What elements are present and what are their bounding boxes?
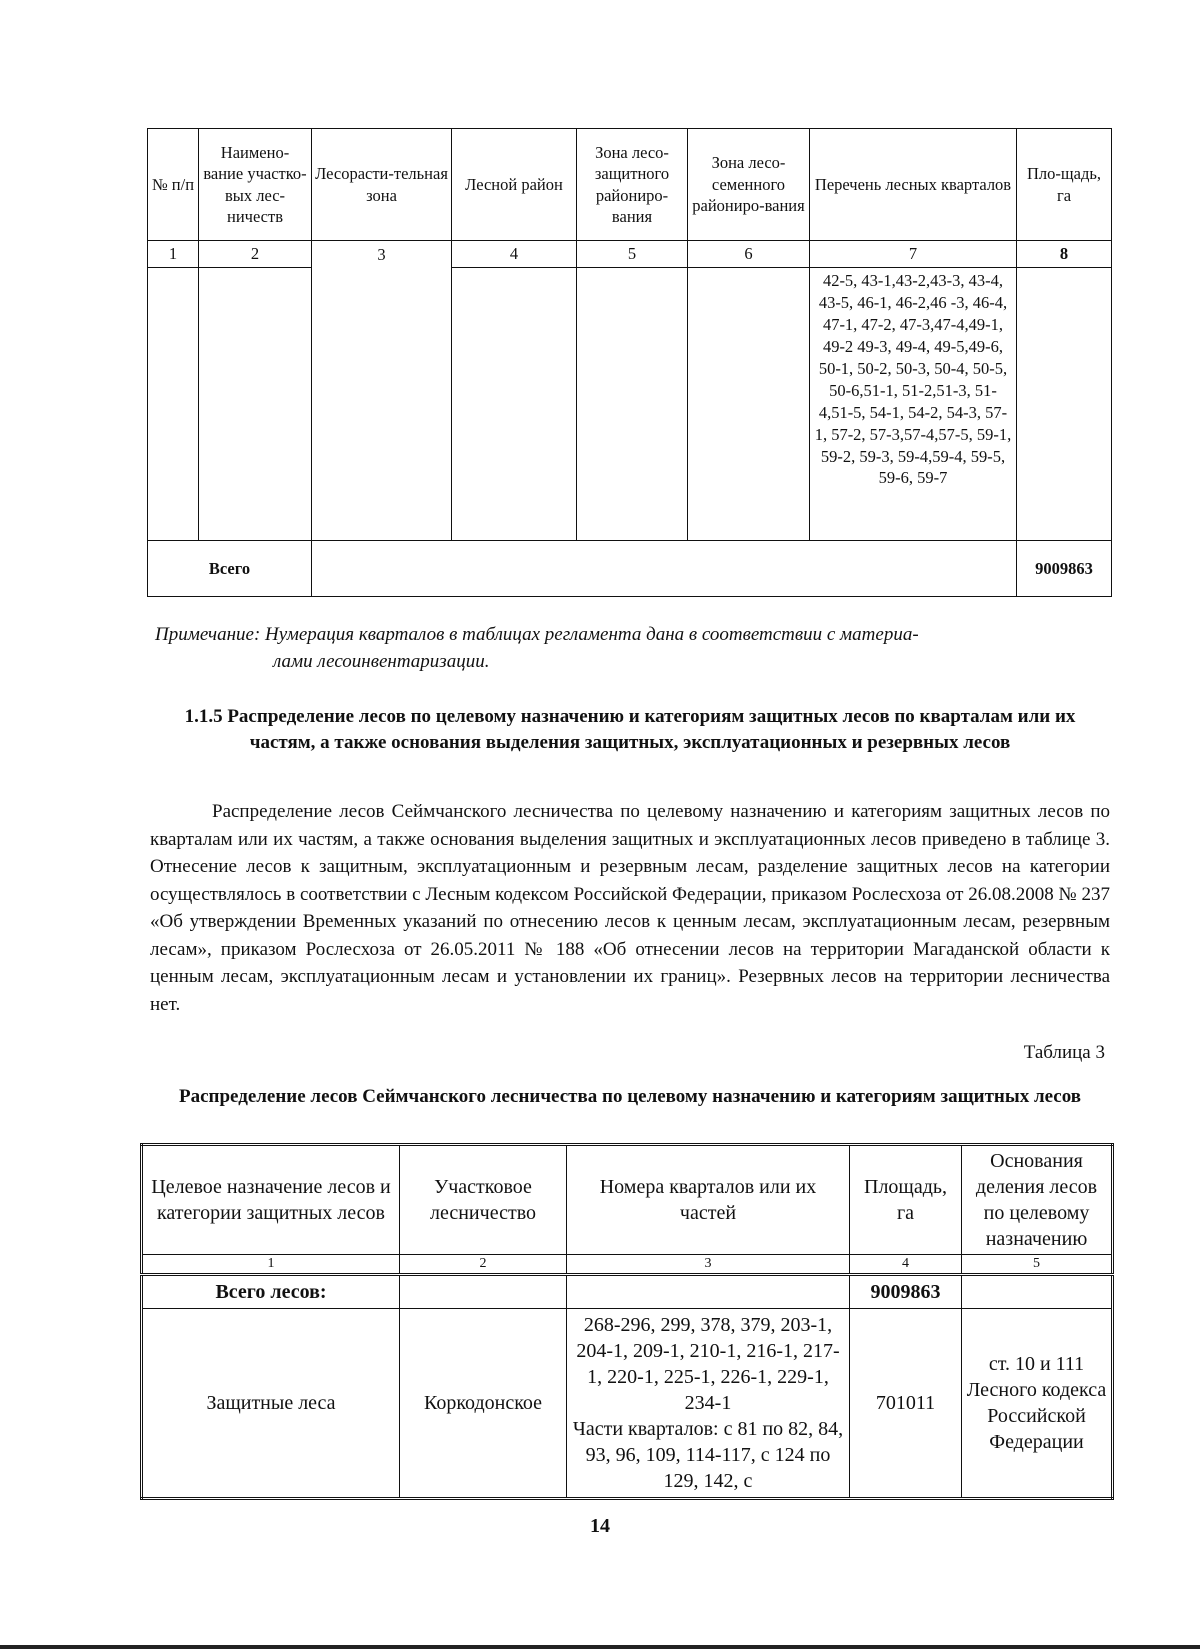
column-number-row bbox=[148, 241, 1112, 268]
table-label: Таблица 3 bbox=[1023, 1042, 1105, 1063]
header-cell: Зона лесо-защитного райониро-вания bbox=[577, 129, 688, 241]
header-cell: Целевое назначение лесов и категории защитных лесов bbox=[142, 1145, 400, 1255]
column-number: 3 bbox=[567, 1255, 850, 1275]
body-paragraph: Распределение лесов Сеймчанского лесничества по целевому назначению и категориям защитных лесов по кварталам или их частям, а также основания выделения защитных и эксплуатационных лесов приведено в таблице 3. Отнесение лесов к защитным, эксплуатационным и резервным лесам, разделение защитных лесов на категории осуществлялось в соответствии с Лесным кодексом Российской Федерации, приказом Рослесхоза от 26.08.2008 № 237 «Об утверждении Временных указаний по отнесению лесов к ценным лесам, эксплуатационным лесам, резервным лесам», приказом Рослесхоза от 26.05.2011 № 188 «Об отнесении лесов на территории Магаданской области к ценным лесам, эксплуатационным лесам и установлении их границ». Резервных лесов на территории лесничества нет. bbox=[150, 801, 1110, 1015]
column-number: 1 bbox=[142, 1255, 400, 1275]
forest-distribution-table bbox=[140, 1143, 1114, 1500]
header-row bbox=[148, 129, 1112, 241]
empty-cell bbox=[199, 268, 312, 541]
column-number: 8 bbox=[1017, 241, 1112, 268]
empty-cell bbox=[452, 268, 577, 541]
header-cell: Наимено-вание участко-вых лес-ничеств bbox=[199, 129, 312, 241]
area-cell: 701011 bbox=[850, 1309, 962, 1499]
table-caption: Распределение лесов Сеймчанского лесничества по целевому назначению и категориям защитных лесов bbox=[178, 1086, 1082, 1107]
column-number: 7 bbox=[810, 241, 1017, 268]
total-label: Всего bbox=[148, 541, 312, 597]
header-cell: № п/п bbox=[148, 129, 199, 241]
header-cell: Пло-щадь, га bbox=[1017, 129, 1112, 241]
column-number: 5 bbox=[577, 241, 688, 268]
empty-cell bbox=[567, 1275, 850, 1309]
page-bottom-rule bbox=[0, 1645, 1200, 1649]
quarter-parts: Части кварталов: с 81 по 82, 84, 93, 96, 109, 114-117, с 124 по 129, 142, с bbox=[572, 1418, 844, 1492]
basis-cell: ст. 10 и 111 Лесного кодекса Российской Федерации bbox=[962, 1309, 1113, 1499]
quarters-cell bbox=[567, 1309, 850, 1499]
note-line: Примечание: Нумерация кварталов в таблицах регламента дана в соответствии с материа- bbox=[155, 624, 919, 645]
header-cell: Перечень лесных кварталов bbox=[810, 129, 1017, 241]
empty-cell bbox=[312, 541, 1017, 597]
column-number-row bbox=[142, 1255, 1113, 1275]
purpose-cell: Защитные леса bbox=[142, 1309, 400, 1499]
empty-cell bbox=[577, 268, 688, 541]
empty-cell bbox=[688, 268, 810, 541]
section-heading: 1.1.5 Распределение лесов по целевому назначению и категориям защитных лесов по кварталам или их частям, а также основания выделения защитных, эксплуатационных и резервных лесов bbox=[184, 706, 1076, 754]
empty-cell bbox=[400, 1275, 567, 1309]
table-row bbox=[142, 1309, 1113, 1499]
forest-quarters-table bbox=[147, 128, 1112, 597]
header-cell: Номера кварталов или их частей bbox=[567, 1145, 850, 1255]
total-row bbox=[142, 1275, 1113, 1309]
empty-cell bbox=[1017, 268, 1112, 541]
table-row bbox=[148, 268, 1112, 541]
header-row bbox=[142, 1145, 1113, 1255]
column-number: 5 bbox=[962, 1255, 1113, 1275]
column-number: 4 bbox=[452, 241, 577, 268]
empty-cell bbox=[148, 268, 199, 541]
note-line: лами лесоинвентаризации. bbox=[273, 650, 490, 672]
total-area: 9009863 bbox=[850, 1275, 962, 1309]
page-number: 14 bbox=[590, 1515, 610, 1537]
forestry-cell: Коркодонское bbox=[400, 1309, 567, 1499]
header-cell: Лесорасти-тельная зона bbox=[312, 129, 452, 241]
total-row bbox=[148, 541, 1112, 597]
total-area: 9009863 bbox=[1017, 541, 1112, 597]
empty-cell bbox=[962, 1275, 1113, 1309]
column-number: 4 bbox=[850, 1255, 962, 1275]
column-number: 2 bbox=[400, 1255, 567, 1275]
column-number: 2 bbox=[199, 241, 312, 268]
header-cell: Зона лесо-семенного райониро-вания bbox=[688, 129, 810, 241]
header-cell: Лесной район bbox=[452, 129, 577, 241]
column-number: 3 bbox=[312, 241, 452, 541]
header-cell: Участковое лесничество bbox=[400, 1145, 567, 1255]
header-cell: Основания деления лесов по целевому назначению bbox=[962, 1145, 1113, 1255]
column-number: 1 bbox=[148, 241, 199, 268]
quarters-list: 268-296, 299, 378, 379, 203-1, 204-1, 209-1, 210-1, 216-1, 217-1, 220-1, 225-1, 226-1, 229-1, 234-1 bbox=[576, 1314, 840, 1414]
header-cell: Площадь, га bbox=[850, 1145, 962, 1255]
total-label: Всего лесов: bbox=[142, 1275, 400, 1309]
quarters-list: 42-5, 43-1,43-2,43-3, 43-4, 43-5, 46-1, 46-2,46 -3, 46-4, 47-1, 47-2, 47-3,47-4,49-1, 49-2 49-3, 49-4, 49-5,49-6, 50-1, 50-2, 50-3, 50-4, 50-5, 50-6,51-1, 51-2,51-3, 51-4,51-5, 54-1, 54-2, 54-3, 57-1, 57-2, 57-3,57-4,57-5, 59-1, 59-2, 59-3, 59-4,59-4, 59-5, 59-6, 59-7 bbox=[810, 268, 1017, 541]
column-number: 6 bbox=[688, 241, 810, 268]
table-note bbox=[155, 622, 1105, 675]
